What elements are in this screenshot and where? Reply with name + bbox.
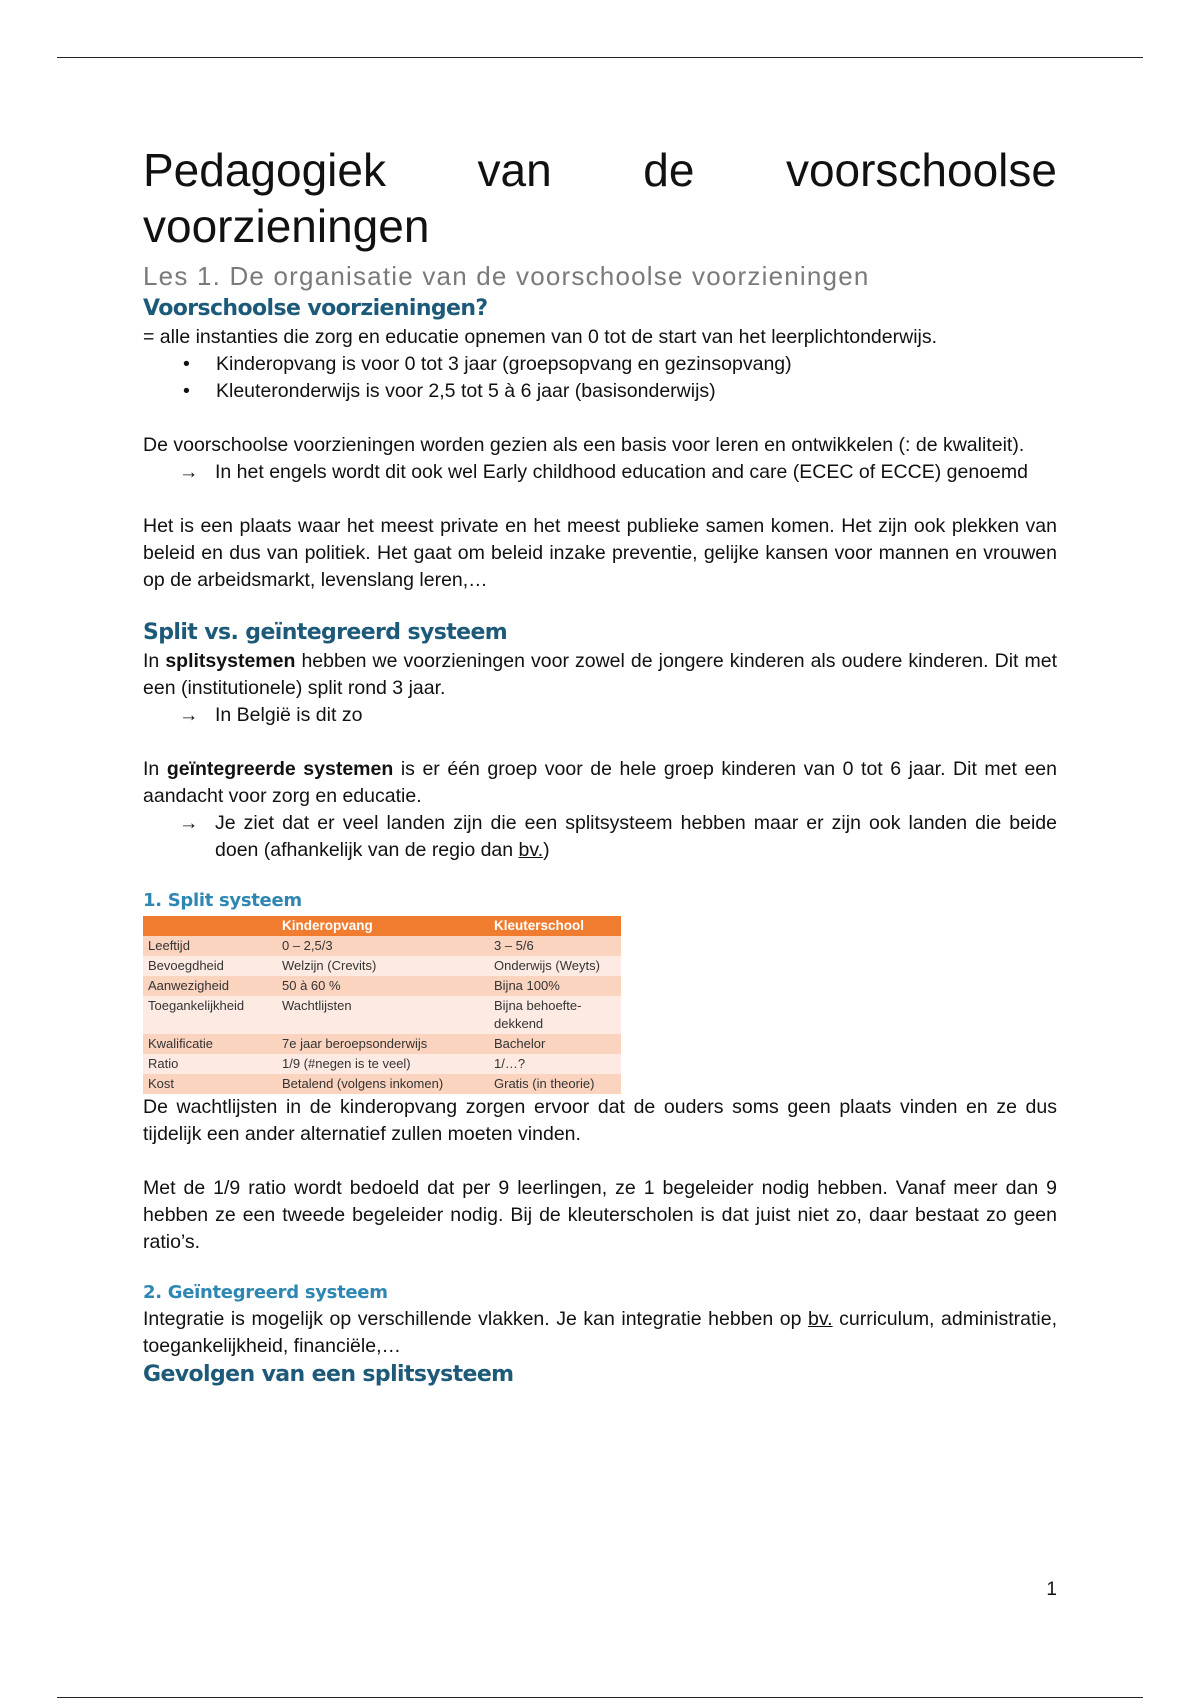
table-header-cell [143, 916, 277, 936]
table-cell: Leeftijd [143, 936, 277, 956]
table-cell: Welzijn (Crevits) [277, 956, 489, 976]
table-row [143, 1054, 621, 1074]
arrow-note-text: In het engels wordt dit ook wel Early childhood education and care (ECEC of ECCE) genoemd [215, 461, 1028, 483]
table-row [143, 956, 621, 976]
table-header-cell: Kleuterschool [489, 916, 621, 936]
table-cell: Bijna 100% [489, 976, 621, 996]
definition-text: = alle instanties die zorg en educatie opnemen van 0 tot de start van het leerplichtonderwijs. [143, 326, 938, 348]
table-row [143, 1074, 621, 1094]
subheading-split-system: 1. Split systeem [143, 890, 302, 911]
document-title: Pedagogiek van de voorschoolse voorzieningen [143, 144, 1057, 252]
table-cell: Toegankelijkheid [143, 996, 277, 1034]
section-heading-split-vs-integrated: Split vs. geïntegreerd systeem [143, 620, 508, 645]
table-cell: Kost [143, 1074, 277, 1094]
table-cell: 3 – 5/6 [489, 936, 621, 956]
paragraph: De voorschoolse voorzieningen worden gezien als een basis voor leren en ontwikkelen (: de kwaliteit). [143, 434, 1025, 456]
section-heading-voorzieningen: Voorschoolse voorzieningen? [143, 296, 488, 321]
paragraph: De wachtlijsten in de kinderopvang zorgen ervoor dat de ouders soms geen plaats vinden en ze dus tijdelijk een ander alternatief zullen moeten vinden. [143, 1096, 1057, 1145]
table-header-cell: Kinderopvang [277, 916, 489, 936]
table-cell: 50 à 60 % [277, 976, 489, 996]
table-row [143, 1034, 621, 1054]
table-cell: Bevoegdheid [143, 956, 277, 976]
arrow-note [143, 459, 1057, 486]
table-cell: 1/9 (#negen is te veel) [277, 1054, 489, 1074]
table-cell: Bijna behoefte-dekkend [489, 996, 621, 1034]
table-header-row [143, 916, 621, 936]
header-rule [57, 57, 1143, 58]
arrow-note [143, 810, 1057, 864]
footer-rule [57, 1697, 1143, 1698]
arrow-right-icon: → [179, 704, 199, 726]
list-item: • Kinderopvang is voor 0 tot 3 jaar (groepsopvang en gezinsopvang) [183, 351, 1057, 378]
lesson-subtitle: Les 1. De organisatie van de voorschoolse voorzieningen [143, 261, 870, 291]
section-heading-gevolgen: Gevolgen van een splitsysteem [143, 1362, 514, 1387]
paragraph: In geïntegreerde systemen is er één groep voor de hele groep kinderen van 0 tot 6 jaar. Dit met een aandacht voor zorg en educatie. [143, 758, 1057, 807]
table-cell: Kwalificatie [143, 1034, 277, 1054]
table-cell: Betalend (volgens inkomen) [277, 1074, 489, 1094]
table-cell: 1/…? [489, 1054, 621, 1074]
bold-term: geïntegreerde systemen [166, 758, 394, 780]
table-row [143, 976, 621, 996]
paragraph: Met de 1/9 ratio wordt bedoeld dat per 9 leerlingen, ze 1 begeleider nodig hebben. Vanaf meer dan 9 hebben ze een tweede begeleider nodig. Bij de kleuterscholen is dat juist niet zo, daar bestaat zo geen ratio’s. [143, 1177, 1057, 1253]
arrow-note-text: Je ziet dat er veel landen zijn die een splitsysteem hebben maar er zijn ook landen die beide doen (afhankelijk van de regio dan bv.) [215, 812, 1057, 861]
paragraph: Het is een plaats waar het meest private en het meest publieke samen komen. Het zijn ook plekken van beleid en dus van politiek. Het gaat om beleid inzake preventie, gelijke kansen voor mannen en vrouwen op de arbeidsmarkt, levenslang leren,… [143, 515, 1057, 591]
paragraph: Integratie is mogelijk op verschillende vlakken. Je kan integratie hebben op bv. curriculum, administratie, toegankelijkheid, financiële,… [143, 1308, 1057, 1357]
table-row [143, 936, 621, 956]
table-cell: Bachelor [489, 1034, 621, 1054]
table-row [143, 996, 621, 1034]
bold-term: splitsystemen [165, 650, 296, 672]
document-page [143, 142, 1057, 1390]
table-cell: Gratis (in theorie) [489, 1074, 621, 1094]
arrow-note [143, 702, 1057, 729]
arrow-note-text: In België is dit zo [215, 704, 363, 726]
table-cell: Aanwezigheid [143, 976, 277, 996]
arrow-right-icon: → [179, 812, 199, 834]
list-item: • Kleuteronderwijs is voor 2,5 tot 5 à 6 jaar (basisonderwijs) [183, 378, 1057, 405]
table-cell: Wachtlijsten [277, 996, 489, 1034]
split-system-table [143, 916, 621, 1094]
table-cell: 0 – 2,5/3 [277, 936, 489, 956]
paragraph: In splitsystemen hebben we voorzieningen voor zowel de jongere kinderen als oudere kinderen. Dit met een (institutionele) split rond 3 jaar. [143, 650, 1057, 699]
page-number: 1 [1046, 1579, 1057, 1600]
table-cell: Onderwijs (Weyts) [489, 956, 621, 976]
arrow-right-icon: → [179, 461, 199, 483]
table-cell: Ratio [143, 1054, 277, 1074]
age-bullet-list [143, 351, 1057, 405]
subheading-integrated-system: 2. Geïntegreerd systeem [143, 1282, 388, 1303]
table-cell: 7e jaar beroepsonderwijs [277, 1034, 489, 1054]
